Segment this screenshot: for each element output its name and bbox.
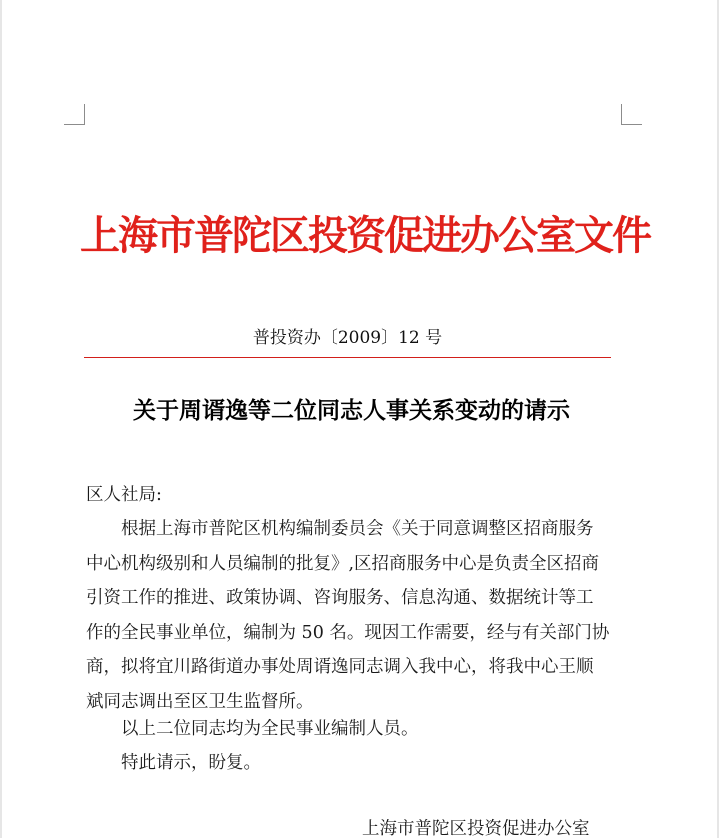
body-line: 根据上海市普陀区机构编制委员会《关于同意调整区招商服务 — [121, 519, 594, 539]
body-line: 中心机构级别和人员编制的批复》,区招商服务中心是负责全区招商 — [86, 553, 600, 574]
body-paragraph-1 — [86, 512, 626, 719]
body-line: 作的全民事业单位，编制为 50 名。现因工作需要，经与有关部门协 — [86, 622, 610, 643]
document-subject: 关于周谞逸等二位同志人事关系变动的请示 — [133, 397, 570, 424]
body-line: 商，拟将宜川路街道办事处周谞逸同志调入我中心，将我中心王顺 — [86, 657, 594, 677]
signature-line: 上海市普陀区投资促进办公室 — [362, 819, 590, 838]
recipient-line: 区人社局: — [86, 485, 162, 505]
crop-mark-top-left — [64, 104, 85, 125]
body-paragraph-2: 以上二位同志均为全民事业编制人员。 — [121, 719, 419, 739]
document-number: 普投资办〔2009〕12 号 — [252, 328, 443, 348]
crop-mark-top-right — [621, 104, 642, 125]
document-header-title: 上海市普陀区投资促进办公室文件 — [80, 212, 650, 259]
header-divider — [84, 357, 611, 358]
body-paragraph-3: 特此请示，盼复。 — [121, 753, 261, 773]
body-line: 引资工作的推进、政策协调、咨询服务、信息沟通、数据统计等工 — [86, 588, 594, 608]
page-edge-left — [0, 0, 2, 838]
body-line: 斌同志调出至区卫生监督所。 — [86, 691, 314, 712]
